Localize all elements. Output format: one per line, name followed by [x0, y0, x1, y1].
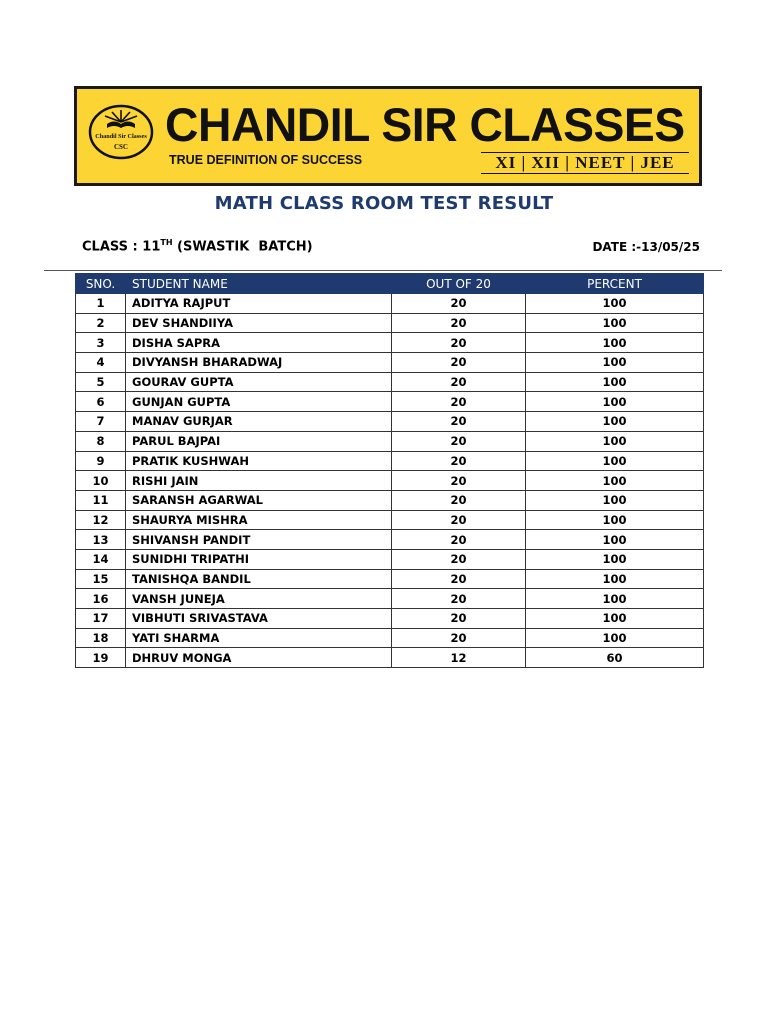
cell-score: 20 [392, 451, 526, 471]
cell-sno: 1 [76, 294, 126, 314]
cell-score: 20 [392, 549, 526, 569]
cell-sno: 2 [76, 313, 126, 333]
cell-student-name: RISHI JAIN [126, 471, 392, 491]
batch-label: (SWASTIK BATCH) [172, 239, 313, 255]
table-row [76, 294, 704, 314]
cell-percent: 100 [526, 589, 704, 609]
brand-title: CHANDIL SIR CLASSES [165, 98, 685, 151]
cell-student-name: VIBHUTI SRIVASTAVA [126, 609, 392, 629]
cell-score: 20 [392, 530, 526, 550]
table-row [76, 392, 704, 412]
cell-percent: 100 [526, 569, 704, 589]
cell-score: 20 [392, 589, 526, 609]
cell-sno: 16 [76, 589, 126, 609]
col-header-sno: SNO. [76, 274, 126, 294]
cell-score: 20 [392, 510, 526, 530]
class-suffix: TH [160, 238, 173, 247]
cell-percent: 100 [526, 530, 704, 550]
cell-student-name: GUNJAN GUPTA [126, 392, 392, 412]
cell-student-name: ADITYA RAJPUT [126, 294, 392, 314]
results-table [75, 273, 704, 668]
header-banner [74, 86, 702, 186]
cell-student-name: GOURAV GUPTA [126, 372, 392, 392]
cell-percent: 100 [526, 392, 704, 412]
cell-sno: 17 [76, 609, 126, 629]
table-row [76, 372, 704, 392]
document-title: MATH CLASS ROOM TEST RESULT [214, 193, 554, 214]
cell-percent: 100 [526, 353, 704, 373]
cell-score: 20 [392, 609, 526, 629]
divider [44, 270, 722, 271]
cell-score: 20 [392, 294, 526, 314]
test-date: DATE :-13/05/25 [592, 240, 700, 254]
cell-percent: 100 [526, 431, 704, 451]
cell-percent: 100 [526, 490, 704, 510]
cell-sno: 14 [76, 549, 126, 569]
cell-student-name: YATI SHARMA [126, 628, 392, 648]
cell-sno: 7 [76, 412, 126, 432]
logo-emblem [87, 100, 155, 160]
table-row [76, 530, 704, 550]
table-row [76, 412, 704, 432]
cell-sno: 13 [76, 530, 126, 550]
table-row [76, 490, 704, 510]
table-row [76, 451, 704, 471]
cell-score: 20 [392, 372, 526, 392]
cell-sno: 19 [76, 648, 126, 668]
cell-score: 20 [392, 313, 526, 333]
cell-student-name: DEV SHANDIIYA [126, 313, 392, 333]
cell-student-name: SUNIDHI TRIPATHI [126, 549, 392, 569]
col-header-score: OUT OF 20 [392, 274, 526, 294]
streams-label: XI | XII | NEET | JEE [481, 152, 689, 174]
cell-student-name: MANAV GURJAR [126, 412, 392, 432]
cell-percent: 100 [526, 333, 704, 353]
cell-sno: 10 [76, 471, 126, 491]
cell-percent: 100 [526, 609, 704, 629]
table-row [76, 313, 704, 333]
cell-percent: 100 [526, 451, 704, 471]
cell-sno: 6 [76, 392, 126, 412]
table-row [76, 609, 704, 629]
col-header-name: STUDENT NAME [126, 274, 392, 294]
cell-score: 20 [392, 431, 526, 451]
logo-monogram: CSC [113, 143, 129, 151]
table-row [76, 333, 704, 353]
cell-student-name: DISHA SAPRA [126, 333, 392, 353]
cell-score: 20 [392, 333, 526, 353]
cell-percent: 100 [526, 549, 704, 569]
cell-sno: 18 [76, 628, 126, 648]
cell-student-name: DHRUV MONGA [126, 648, 392, 668]
class-info [82, 238, 313, 254]
table-row [76, 353, 704, 373]
cell-percent: 60 [526, 648, 704, 668]
cell-sno: 3 [76, 333, 126, 353]
cell-percent: 100 [526, 294, 704, 314]
cell-sno: 9 [76, 451, 126, 471]
cell-score: 20 [392, 471, 526, 491]
table-row [76, 549, 704, 569]
cell-score: 20 [392, 392, 526, 412]
cell-score: 20 [392, 490, 526, 510]
cell-student-name: VANSH JUNEJA [126, 589, 392, 609]
cell-percent: 100 [526, 372, 704, 392]
cell-student-name: SARANSH AGARWAL [126, 490, 392, 510]
table-row [76, 648, 704, 668]
table-row [76, 510, 704, 530]
cell-sno: 8 [76, 431, 126, 451]
table-row [76, 569, 704, 589]
cell-sno: 4 [76, 353, 126, 373]
cell-student-name: SHIVANSH PANDIT [126, 530, 392, 550]
cell-student-name: SHAURYA MISHRA [126, 510, 392, 530]
cell-percent: 100 [526, 510, 704, 530]
logo-text: Chandil Sir Classes [95, 133, 147, 140]
class-label: CLASS : 11 [82, 239, 161, 255]
cell-student-name: DIVYANSH BHARADWAJ [126, 353, 392, 373]
cell-score: 20 [392, 569, 526, 589]
cell-sno: 12 [76, 510, 126, 530]
cell-student-name: PARUL BAJPAI [126, 431, 392, 451]
table-row [76, 628, 704, 648]
table-row [76, 471, 704, 491]
cell-student-name: TANISHQA BANDIL [126, 569, 392, 589]
col-header-percent: PERCENT [526, 274, 704, 294]
cell-score: 20 [392, 412, 526, 432]
cell-sno: 11 [76, 490, 126, 510]
table-row [76, 589, 704, 609]
cell-percent: 100 [526, 412, 704, 432]
cell-score: 20 [392, 628, 526, 648]
cell-sno: 15 [76, 569, 126, 589]
cell-percent: 100 [526, 471, 704, 491]
table-header-row [76, 274, 704, 294]
cell-score: 12 [392, 648, 526, 668]
brand-tagline: TRUE DEFINITION OF SUCCESS [169, 153, 363, 167]
cell-sno: 5 [76, 372, 126, 392]
cell-score: 20 [392, 353, 526, 373]
cell-percent: 100 [526, 628, 704, 648]
table-row [76, 431, 704, 451]
cell-student-name: PRATIK KUSHWAH [126, 451, 392, 471]
cell-percent: 100 [526, 313, 704, 333]
